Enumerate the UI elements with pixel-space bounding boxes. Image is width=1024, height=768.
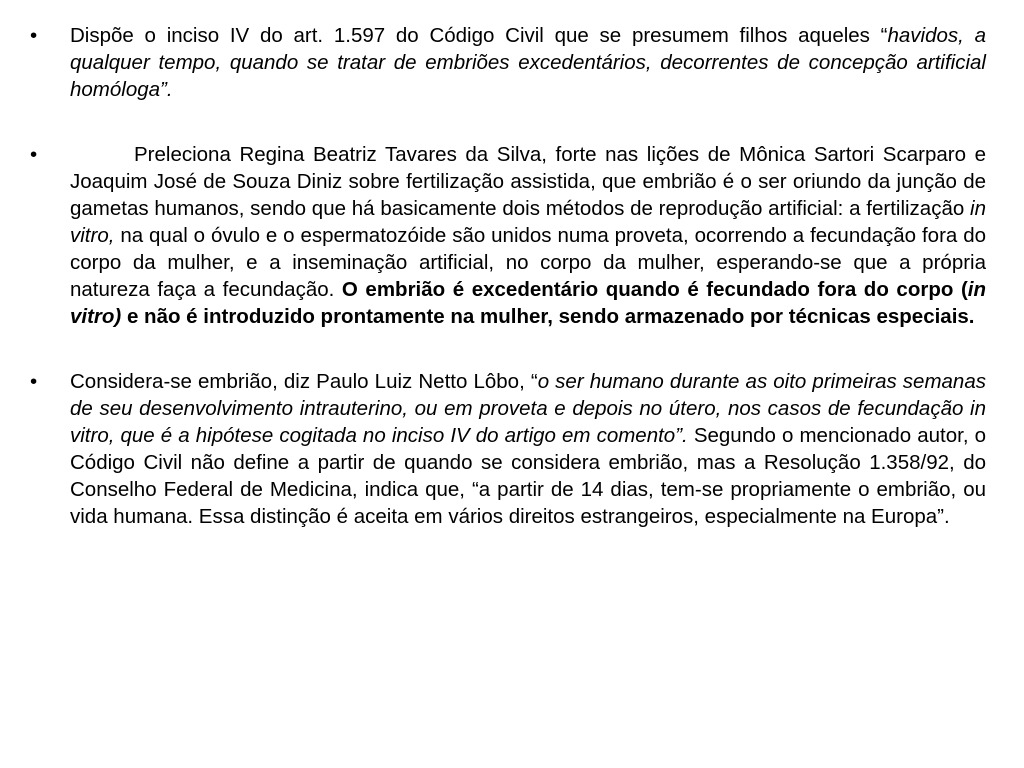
bullet-icon: • (30, 24, 38, 47)
bullet-text (70, 22, 986, 103)
text-segment-italic: o ser humano durante as oito primeiras semanas de seu desenvolvimento intrauterino, ou em proveta e depois no útero, nos casos de fecundação in vitro, que é a hipótese cogitada no inciso IV do artigo em comento”. (70, 370, 986, 447)
bullet-list (28, 22, 986, 568)
bullet-item-embryo-definition (28, 368, 986, 530)
bullet-text (70, 141, 986, 330)
text-segment: Segundo o mencionado autor, o Código Civil não define a partir de quando se considera embrião, mas a Resolução 1.358/92, do Conselho Federal de Medicina, indica que, “a partir de 14 dias, tem-se propriamente o embrião, ou vida humana. Essa distinção é aceita em vários direitos estrangeiros, especialmente na Europa”. (70, 424, 987, 528)
text-segment-bold-italic: in vitro) (70, 278, 986, 328)
text-segment-bold: O embrião é excedentário quando é fecundado fora do corpo ( (341, 278, 968, 301)
bullet-item-fertilization (28, 141, 986, 330)
bullet-icon: • (30, 143, 38, 166)
bullet-icon: • (30, 370, 38, 393)
text-segment-italic: havidos, a qualquer tempo, quando se tratar de embriões excedentários, decorrentes de concepção artificial homóloga”. (70, 24, 986, 101)
text-segment: Considera-se embrião, diz Paulo Luiz Netto Lôbo, “ (70, 370, 538, 393)
bullet-text (70, 368, 986, 530)
bullet-item-civil-code (28, 22, 986, 103)
text-segment: na qual o óvulo e o espermatozóide são unidos numa proveta, ocorrendo a fecundação fora do corpo da mulher, e a inseminação artificial, no corpo da mulher, esperando-se que a própria natureza faça a fecundação. (70, 224, 986, 301)
text-segment: Dispõe o inciso IV do art. 1.597 do Código Civil que se presumem filhos aqueles “ (70, 24, 888, 47)
text-segment-italic: in vitro, (70, 197, 986, 247)
text-segment: Preleciona Regina Beatriz Tavares da Silva, forte nas lições de Mônica Sartori Scarparo e Joaquim José de Souza Diniz sobre fertilização assistida, que embrião é o ser oriundo da junção de gametas humanos, sendo que há basicamente dois métodos de reprodução artificial: a fertilização (70, 143, 986, 220)
text-segment-bold: e não é introduzido prontamente na mulher, sendo armazenado por técnicas especiais. (121, 305, 975, 328)
